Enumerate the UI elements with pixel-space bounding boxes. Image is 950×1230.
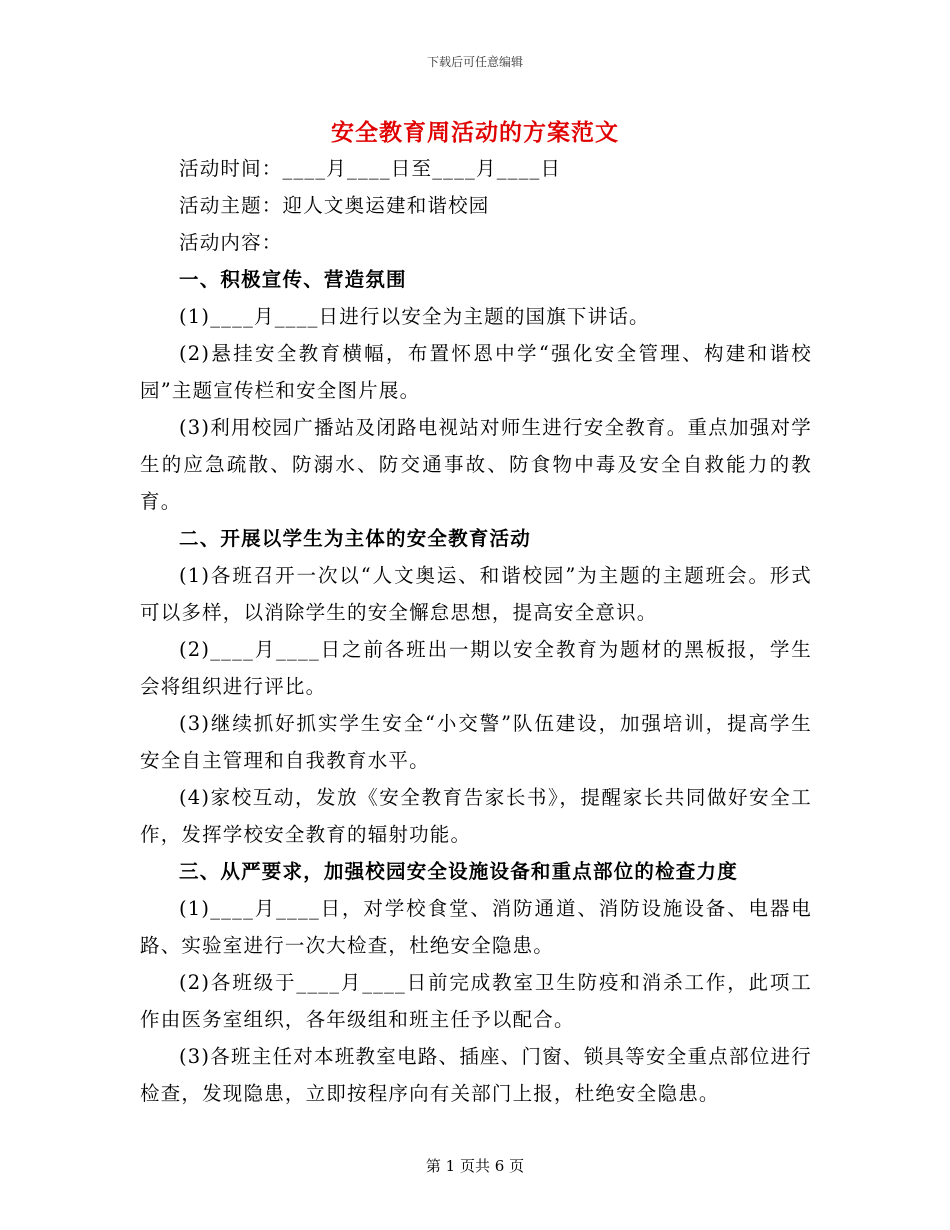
section-1-item-2: (2)悬挂安全教育横幅，布置怀恩中学“强化安全管理、构建和谐校园”主题宣传栏和安全图片展。 <box>140 342 812 402</box>
page-header-note: 下载后可任意编辑 <box>426 55 523 69</box>
section-3-item-1: (1)____月____日，对学校食堂、消防通道、消防设施设备、电器电路、实验室进行一次大检查，杜绝安全隐患。 <box>140 897 812 957</box>
activity-theme-line: 活动主题：迎人文奥运建和谐校园 <box>179 194 490 217</box>
activity-content-label: 活动内容： <box>179 231 283 254</box>
section-1-item-3: (3)利用校园广播站及闭路电视站对师生进行安全教育。重点加强对学生的应急疏散、防溺水、防交通事故、防食物中毒及安全自救能力的教育。 <box>140 416 812 513</box>
page-number-footer: 第 1 页共 6 页 <box>425 1157 525 1175</box>
section-heading-1: 一、积极宣传、营造氛围 <box>179 268 407 291</box>
section-heading-2: 二、开展以学生为主体的安全教育活动 <box>179 527 531 550</box>
document-body <box>140 150 812 1112</box>
activity-time-line: 活动时间：____月____日至____月____日 <box>179 157 562 180</box>
section-2-item-2: (2)____月____日之前各班出一期以安全教育为题材的黑板报，学生会将组织进行评比。 <box>140 638 812 698</box>
section-3-item-3: (3)各班主任对本班教室电路、插座、门窗、锁具等安全重点部位进行检查，发现隐患，立即按程序向有关部门上报，杜绝安全隐患。 <box>140 1045 812 1105</box>
section-1-item-1: (1)____月____日进行以安全为主题的国旗下讲话。 <box>179 305 650 328</box>
section-2-item-4: (4)家校互动，发放《安全教育告家长书》，提醒家长共同做好安全工作，发挥学校安全教育的辐射功能。 <box>140 786 812 846</box>
document-title: 安全教育周活动的方案范文 <box>331 119 619 146</box>
section-2-item-3: (3)继续抓好抓实学生安全“小交警”队伍建设，加强培训，提高学生安全自主管理和自我教育水平。 <box>140 712 812 772</box>
section-2-item-1: (1)各班召开一次以“人文奥运、和谐校园”为主题的主题班会。形式可以多样，以消除学生的安全懈怠思想，提高安全意识。 <box>140 564 812 624</box>
section-heading-3: 三、从严要求，加强校园安全设施设备和重点部位的检查力度 <box>179 860 738 883</box>
section-3-item-2: (2)各班级于____月____日前完成教室卫生防疫和消杀工作，此项工作由医务室组织，各年级组和班主任予以配合。 <box>140 971 812 1031</box>
